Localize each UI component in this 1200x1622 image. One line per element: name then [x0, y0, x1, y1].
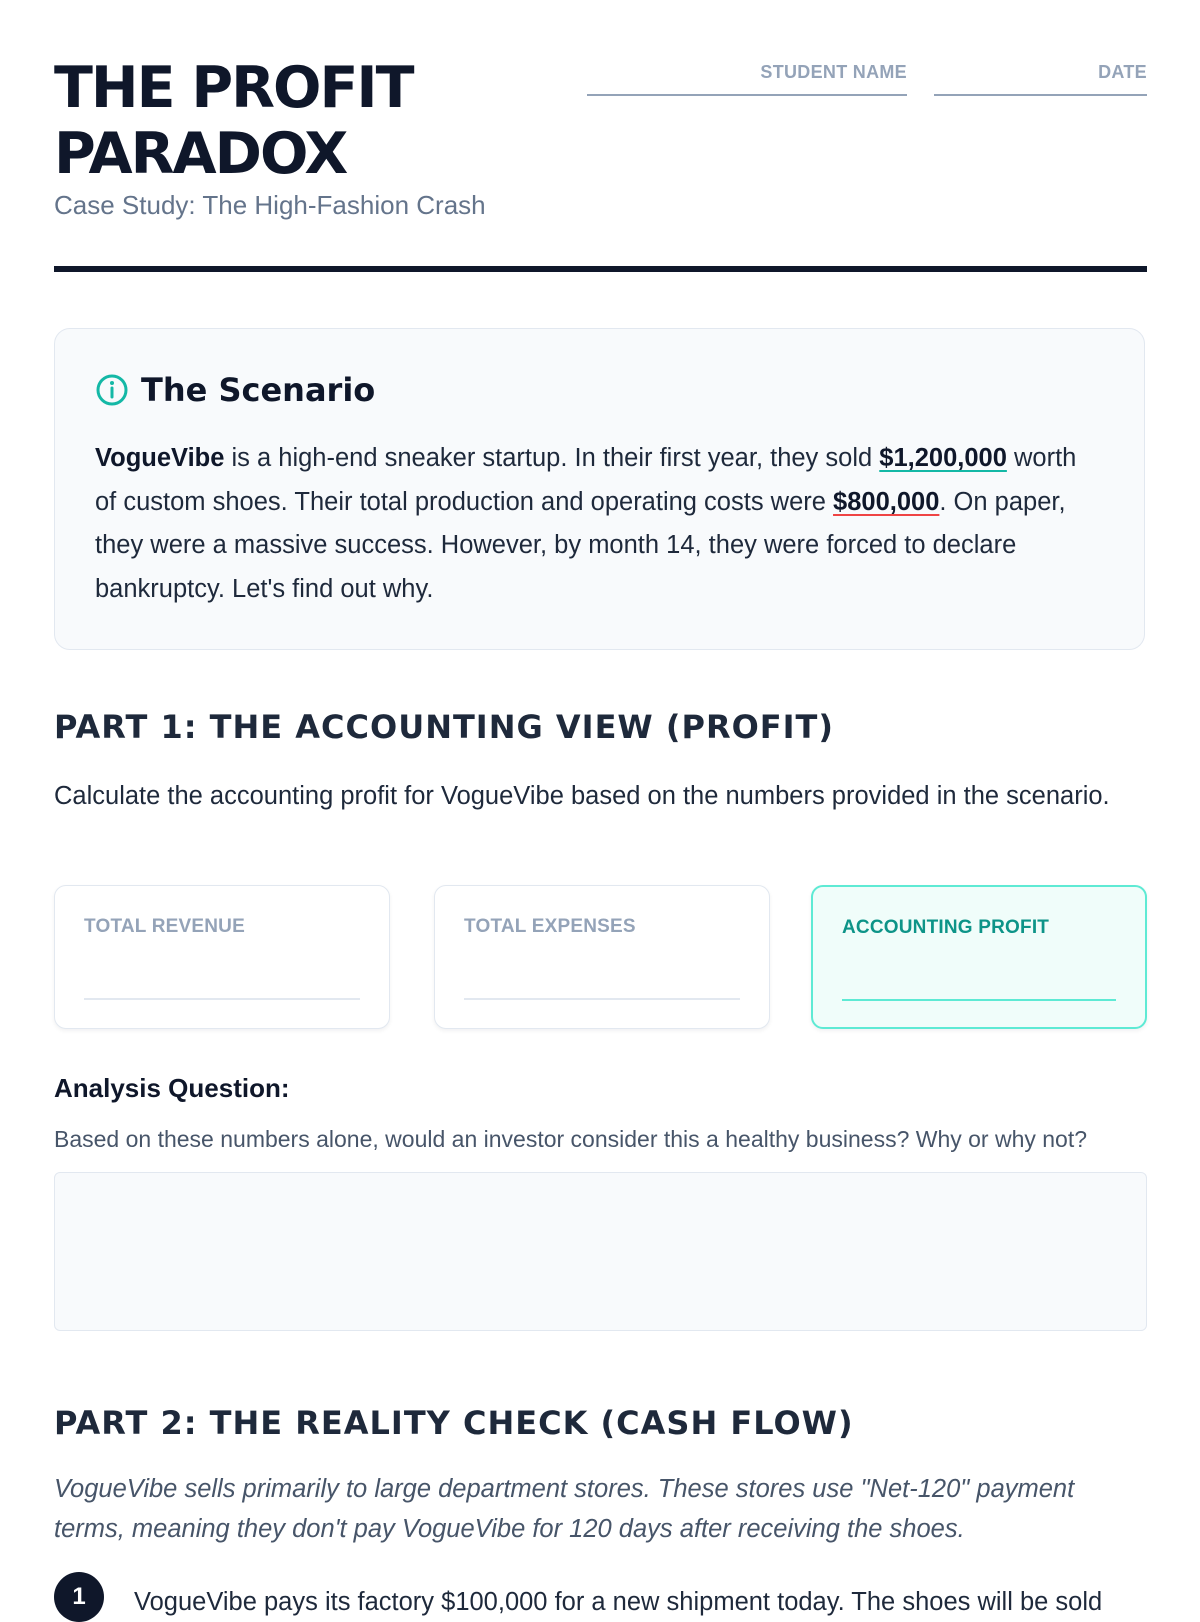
total-expenses-label: TOTAL EXPENSES [464, 916, 636, 937]
total-expenses-card [434, 885, 770, 1029]
part1-instruction: Calculate the accounting profit for VogueVibe based on the numbers provided in the scenario. [54, 782, 1110, 810]
page-title: THE PROFIT PARADOX [54, 55, 413, 187]
accounting-profit-card [811, 885, 1147, 1029]
total-expenses-input[interactable] [464, 998, 740, 1000]
step-number: 1 [54, 1572, 104, 1622]
total-revenue-label: TOTAL REVENUE [84, 916, 245, 937]
costs-amount: $800,000 [833, 487, 940, 516]
page-subtitle: Case Study: The High-Fashion Crash [54, 190, 486, 220]
revenue-amount: $1,200,000 [879, 444, 1007, 472]
info-circle-icon [95, 373, 129, 407]
header-divider [54, 266, 1147, 272]
scenario-text-part-3: . On paper, they were a massive success. However, by month 14, they were forced to declare bankruptcy. Let's find out why. [95, 487, 1066, 603]
analysis-question-text: Based on these numbers alone, would an investor consider this a healthy business? Why or why not? [54, 1126, 1088, 1152]
scenario-text-part-1: is a high-end sneaker startup. In their first year, they sold [224, 444, 880, 472]
student-name-field[interactable] [587, 62, 907, 96]
scenario-text [95, 437, 1095, 611]
company-name: VogueVibe [95, 444, 225, 472]
total-revenue-input[interactable] [84, 998, 360, 1000]
part2-intro: VogueVibe sells primarily to large department stores. These stores use "Net-120" payment terms, meaning they don't pay VogueVibe for 120 days after receiving the shoes. [54, 1475, 1075, 1543]
scenario-box [54, 328, 1145, 650]
scenario-title: The Scenario [141, 371, 376, 409]
accounting-profit-input[interactable] [842, 999, 1116, 1001]
date-label: DATE [1098, 62, 1147, 82]
date-field[interactable] [934, 62, 1147, 96]
student-name-label: STUDENT NAME [760, 62, 907, 82]
analysis-question-label: Analysis Question: [54, 1073, 290, 1103]
accounting-profit-label: ACCOUNTING PROFIT [842, 917, 1050, 938]
part2-heading: PART 2: THE REALITY CHECK (CASH FLOW) [54, 1404, 854, 1442]
scenario-text-part-2: worth of custom shoes. Their total production and operating costs were [95, 444, 1077, 516]
analysis-answer-box[interactable] [54, 1172, 1147, 1331]
part1-heading: PART 1: THE ACCOUNTING VIEW (PROFIT) [54, 708, 834, 746]
step-text: VogueVibe pays its factory $100,000 for a new shipment today. The shoes will be sold [134, 1588, 1103, 1616]
scenario-header [95, 371, 375, 409]
total-revenue-card [54, 885, 390, 1029]
